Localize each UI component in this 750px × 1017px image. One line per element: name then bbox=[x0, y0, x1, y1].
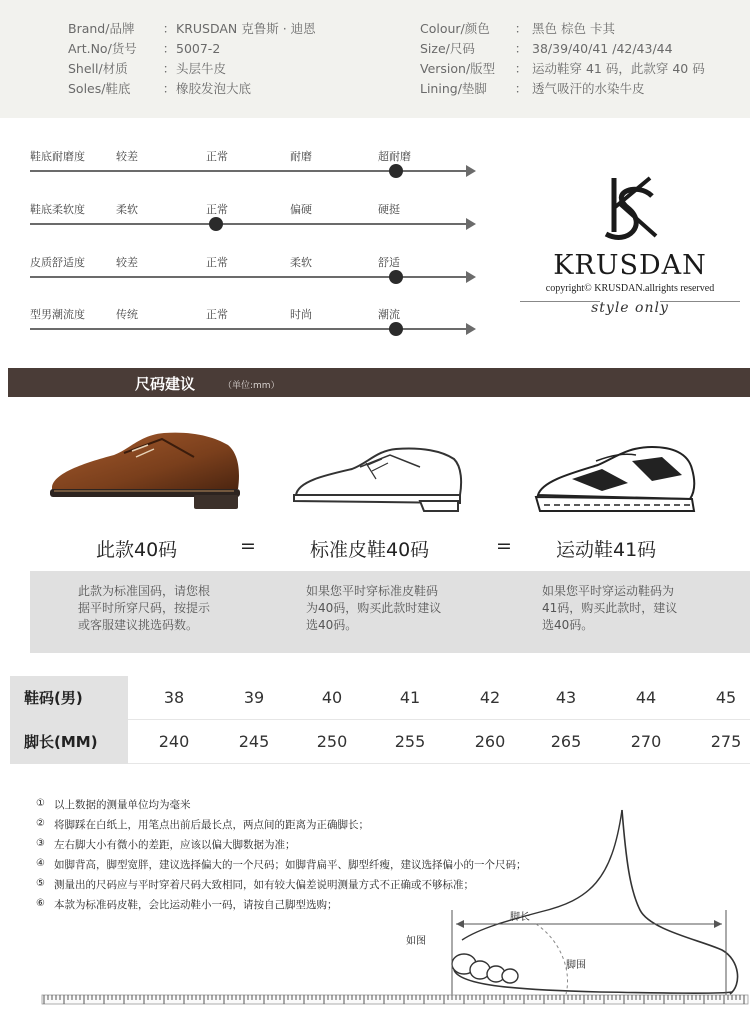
spec-sep: ： bbox=[162, 81, 176, 96]
table-cell: 44 bbox=[635, 688, 657, 707]
diagram-label-length: 脚长 bbox=[510, 912, 530, 923]
note-number: ① bbox=[36, 798, 45, 809]
spec-key: Lining/垫脚 bbox=[420, 81, 487, 96]
note-line: 如果您平时穿标准皮鞋码 bbox=[306, 584, 439, 598]
note-text: 左右脚大小有微小的差距，应该以偏大脚数据为准； bbox=[54, 838, 296, 851]
rating-label: 较差 bbox=[116, 150, 138, 163]
note-number: ④ bbox=[36, 858, 45, 869]
leather-shoe-image bbox=[44, 425, 244, 521]
note-number: ⑤ bbox=[36, 878, 45, 889]
spec-row-shell bbox=[68, 58, 316, 78]
arrow-right-icon bbox=[466, 218, 476, 230]
spec-key: Shell/材质 bbox=[68, 61, 128, 76]
spec-value: 透气吸汗的水染牛皮 bbox=[532, 81, 645, 96]
note-number: ③ bbox=[36, 838, 45, 849]
note-line: 或客服建议挑选码数。 bbox=[78, 618, 199, 632]
rating-label: 舒适 bbox=[378, 256, 400, 269]
spec-sep: ： bbox=[162, 21, 176, 36]
rating-title: 型男潮流度 bbox=[30, 308, 85, 321]
table-cell: 265 bbox=[550, 732, 582, 751]
table-row-header: 鞋码(男) bbox=[10, 676, 128, 720]
equals-sign: = bbox=[240, 535, 256, 557]
size-section-title: 尺码建议 bbox=[135, 375, 196, 393]
size-section-banner bbox=[8, 368, 750, 397]
equals-sign: = bbox=[496, 535, 512, 557]
rating-label: 传统 bbox=[116, 308, 138, 321]
rating-scale-line bbox=[30, 328, 470, 330]
table-cell: 40 bbox=[321, 688, 343, 707]
measurement-notes bbox=[36, 794, 596, 914]
table-cell: 275 bbox=[710, 732, 742, 751]
note-text: 以上数据的测量单位均为毫米 bbox=[54, 798, 191, 811]
size-comparison bbox=[0, 397, 750, 653]
spec-sep: ： bbox=[162, 41, 176, 56]
list-item bbox=[36, 874, 596, 894]
rating-label: 时尚 bbox=[290, 308, 312, 321]
size-section-unit: （单位:mm） bbox=[223, 381, 280, 391]
note-line: 此款为标准国码，请您根 bbox=[78, 584, 211, 598]
spec-value: 头层牛皮 bbox=[176, 61, 227, 76]
rating-label: 超耐磨 bbox=[378, 150, 411, 163]
size-table bbox=[10, 676, 750, 764]
rating-title: 鞋底柔软度 bbox=[30, 203, 85, 216]
spec-value: 黑色 棕色 卡其 bbox=[532, 21, 615, 36]
spec-value: 运动鞋穿 41 码，此款穿 40 码 bbox=[532, 61, 705, 76]
rating-label: 偏硬 bbox=[290, 203, 312, 216]
list-item bbox=[36, 854, 596, 874]
rating-row-softness bbox=[30, 201, 480, 241]
product-specs bbox=[0, 0, 750, 118]
table-cell: 270 bbox=[630, 732, 662, 751]
rating-scale-line bbox=[30, 276, 470, 278]
spec-key: Art.No/货号 bbox=[68, 41, 137, 56]
note-text: 本款为标准码皮鞋，会比运动鞋小一码，请按自己脚型选购； bbox=[54, 898, 338, 911]
note-line: 据平时所穿尺码，按提示 bbox=[78, 601, 211, 615]
arrow-right-icon bbox=[466, 323, 476, 335]
note-line: 选40码。 bbox=[542, 618, 594, 632]
list-item bbox=[36, 894, 596, 914]
spec-value: 5007-2 bbox=[176, 40, 221, 56]
list-item bbox=[36, 814, 596, 834]
rating-label: 正常 bbox=[206, 150, 228, 163]
spec-key: Colour/颜色 bbox=[420, 21, 490, 36]
specs-left-column bbox=[68, 18, 316, 98]
table-cell: 39 bbox=[243, 688, 265, 707]
brand-block bbox=[520, 168, 740, 338]
spec-row-lining bbox=[420, 78, 705, 98]
rating-marker bbox=[209, 217, 223, 231]
table-cell: 38 bbox=[163, 688, 185, 707]
dress-shoe-outline-image bbox=[290, 437, 465, 519]
spec-sep: ： bbox=[514, 61, 528, 76]
table-cell: 240 bbox=[158, 732, 190, 751]
spec-sep: ： bbox=[514, 21, 528, 36]
rating-label: 正常 bbox=[206, 203, 228, 216]
spec-key: Soles/鞋底 bbox=[68, 81, 131, 96]
spec-key: Size/尺码 bbox=[420, 41, 475, 56]
list-item bbox=[36, 794, 596, 814]
table-cell: 260 bbox=[474, 732, 506, 751]
rating-marker bbox=[389, 322, 403, 336]
spec-value: 38/39/40/41 /42/43/44 bbox=[532, 40, 673, 56]
rating-title: 鞋底耐磨度 bbox=[30, 150, 85, 163]
note-text: 测量出的尺码应与平时穿着尺码大致相同，如有较大偏差说明测量方式不正确或不够标准； bbox=[54, 878, 474, 891]
spec-sep: ： bbox=[514, 41, 528, 56]
rating-marker bbox=[389, 164, 403, 178]
table-cell: 245 bbox=[238, 732, 270, 751]
rating-row-style bbox=[30, 306, 480, 346]
rating-label: 正常 bbox=[206, 256, 228, 269]
spec-row-version bbox=[420, 58, 705, 78]
rating-row-wear bbox=[30, 148, 480, 188]
table-cell: 43 bbox=[555, 688, 577, 707]
note-text: 将脚踩在白纸上，用笔点出前后最长点，两点间的距离为正确脚长； bbox=[54, 818, 369, 831]
table-cell: 42 bbox=[479, 688, 501, 707]
rating-label: 柔软 bbox=[116, 203, 138, 216]
rating-label: 正常 bbox=[206, 308, 228, 321]
brand-slogan: style only bbox=[591, 300, 669, 316]
spec-value: 橡胶发泡大底 bbox=[176, 81, 252, 96]
sneaker-outline-image bbox=[532, 439, 698, 519]
table-row-foot-length bbox=[10, 720, 750, 764]
arrow-right-icon bbox=[466, 271, 476, 283]
rating-scale-line bbox=[30, 170, 470, 172]
list-item bbox=[36, 834, 596, 854]
rating-marker bbox=[389, 270, 403, 284]
note-number: ⑥ bbox=[36, 898, 45, 909]
rating-title: 皮质舒适度 bbox=[30, 256, 85, 269]
table-cell: 250 bbox=[316, 732, 348, 751]
note-line: 如果您平时穿运动鞋码为 bbox=[542, 584, 675, 598]
note-number: ② bbox=[36, 818, 45, 829]
note-text: 如脚背高，脚型宽胖，建议选择偏大的一个尺码；如脚背扁平、脚型纤瘦，建议选择偏小的一个尺码； bbox=[54, 858, 527, 871]
spec-sep: ： bbox=[514, 81, 528, 96]
spec-key: Version/版型 bbox=[420, 61, 496, 76]
spec-sep: ： bbox=[162, 61, 176, 76]
rating-row-comfort bbox=[30, 254, 480, 294]
comparison-title: 运动鞋41码 bbox=[556, 539, 657, 561]
comparison-note bbox=[306, 583, 441, 634]
spec-row-art-no bbox=[68, 38, 316, 58]
spec-row-soles bbox=[68, 78, 316, 98]
comparison-note bbox=[78, 583, 210, 634]
note-line: 选40码。 bbox=[306, 618, 358, 632]
brand-name: KRUSDAN bbox=[553, 250, 707, 281]
spec-row-brand bbox=[68, 18, 316, 38]
rating-label: 较差 bbox=[116, 256, 138, 269]
spec-row-colour bbox=[420, 18, 705, 38]
table-cell: 45 bbox=[715, 688, 737, 707]
spec-value: KRUSDAN 克鲁斯 · 迪恩 bbox=[176, 21, 316, 36]
rating-label: 硬挺 bbox=[378, 203, 400, 216]
comparison-note bbox=[542, 583, 677, 634]
arrow-right-icon bbox=[466, 165, 476, 177]
table-cell: 41 bbox=[399, 688, 421, 707]
spec-row-size bbox=[420, 38, 705, 58]
comparison-title: 此款40码 bbox=[96, 539, 178, 561]
rating-label: 耐磨 bbox=[290, 150, 312, 163]
diagram-label-example: 如图 bbox=[406, 936, 426, 947]
brand-copyright: copyright© KRUSDAN.allrights reserved bbox=[545, 283, 715, 294]
table-cell: 255 bbox=[394, 732, 426, 751]
rating-scale-line bbox=[30, 223, 470, 225]
rating-label: 潮流 bbox=[378, 308, 400, 321]
spec-key: Brand/品牌 bbox=[68, 21, 135, 36]
comparison-title: 标准皮鞋40码 bbox=[310, 539, 430, 561]
ks-monogram-logo bbox=[598, 174, 668, 248]
note-line: 41码，购买此款时，建议 bbox=[542, 601, 678, 615]
table-row-shoe-size bbox=[10, 676, 750, 720]
table-row-header: 脚长(MM) bbox=[10, 720, 128, 764]
rating-label: 柔软 bbox=[290, 256, 312, 269]
note-line: 为40码，购买此款时建议 bbox=[306, 601, 442, 615]
specs-right-column bbox=[420, 18, 705, 98]
diagram-label-girth: 脚围 bbox=[566, 960, 586, 971]
